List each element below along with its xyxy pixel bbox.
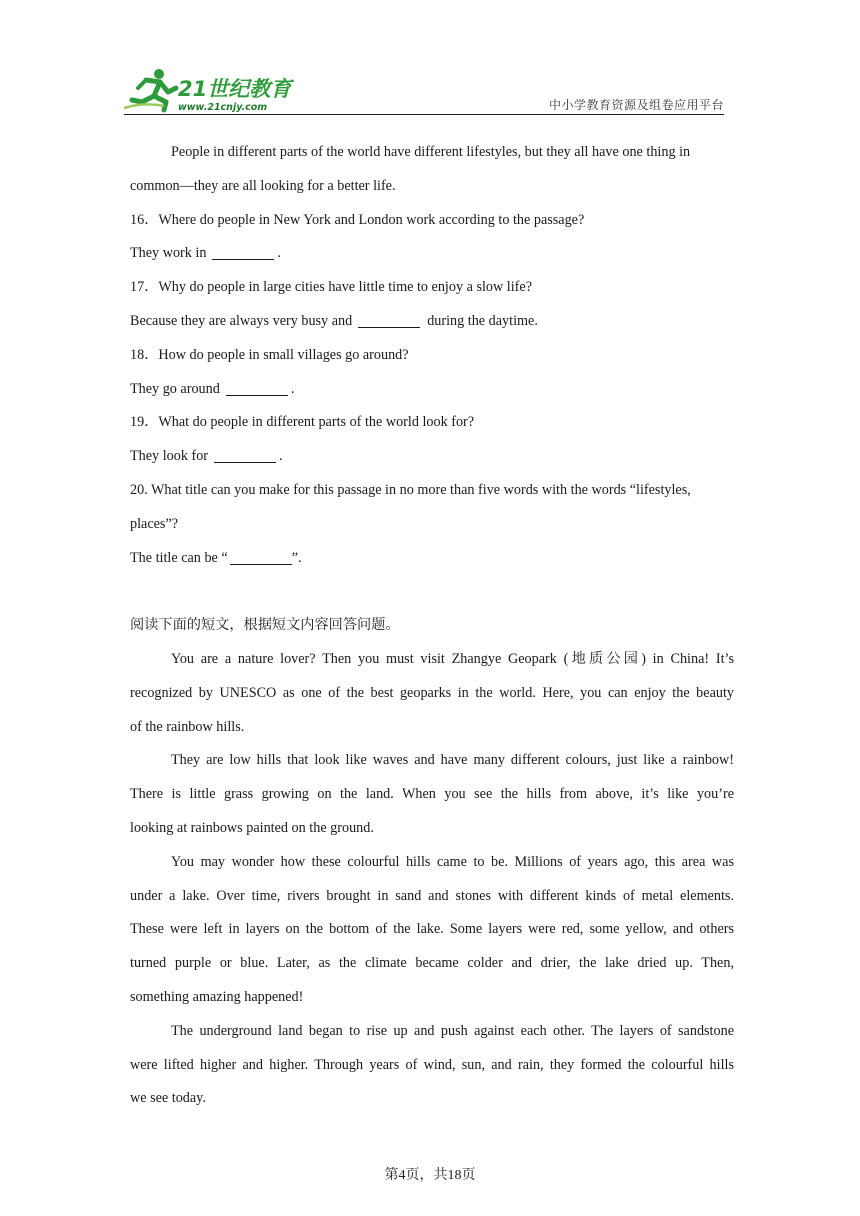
passage-line: They are low hills that look like waves and have many different colours, just like a rainbow! [171, 752, 734, 769]
answer-18 [130, 373, 734, 407]
passage-line: These were left in layers on the bottom of the lake. Some layers were red, some yellow, and others [130, 921, 734, 938]
passage-line: The underground land began to rise up and push against each other. The layers of sandstone [171, 1022, 734, 1039]
runner-logo-icon [124, 66, 294, 114]
svg-text:www.21cnjy.com: www.21cnjy.com [178, 102, 268, 113]
answer-19 [130, 440, 734, 474]
passage-line: You are a nature lover? Then you must visit Zhangye Geopark (地质公园) in China! It’s [171, 650, 734, 667]
answer-prefix: They look for [130, 448, 209, 465]
page-number: 第4页，共18页 [384, 1168, 476, 1183]
answer-blank[interactable] [212, 245, 274, 260]
logo [124, 66, 294, 114]
section-spacer [130, 575, 734, 609]
answer-16 [130, 237, 734, 271]
answer-prefix: They go around [130, 380, 220, 397]
platform-name: 中小学教育资源及组卷应用平台 [548, 98, 724, 112]
answer-blank[interactable] [214, 448, 276, 463]
answer-17 [130, 305, 734, 339]
answer-blank[interactable] [230, 550, 292, 565]
passage-line: People in different parts of the world have different lifestyles, but they all have one thing in [171, 144, 691, 160]
document-body [130, 136, 734, 1116]
answer-prefix: They work in [130, 245, 207, 262]
answer-blank[interactable] [226, 381, 288, 396]
passage-line: common—they are all looking for a better life. [130, 177, 396, 194]
question-19: 19．What do people in different parts of the world look for? [130, 414, 475, 431]
answer-suffix: during the daytime. [427, 312, 538, 329]
answer-suffix: ”. [291, 549, 302, 566]
answer-suffix: . [277, 245, 281, 262]
answer-blank[interactable] [358, 313, 420, 328]
header-divider [124, 114, 724, 115]
answer-prefix: Because they are always very busy and [130, 312, 353, 329]
question-20-line1: 20. What title can you make for this passage in no more than five words with the words “lifestyles, [130, 481, 691, 498]
answer-prefix: The title can be “ [130, 549, 228, 566]
answer-suffix: . [290, 380, 295, 397]
passage-line: recognized by UNESCO as one of the best geoparks in the world. Here, you can enjoy the beauty [130, 684, 734, 701]
passage-line: looking at rainbows painted on the ground. [130, 819, 374, 836]
passage-line: something amazing happened! [130, 988, 304, 1005]
question-20-line2: places”? [130, 515, 179, 532]
passage-line: There is little grass growing on the land. When you see the hills from above, it’s like you’re [130, 786, 734, 803]
svg-text:21世纪教育: 21世纪教育 [178, 77, 292, 101]
passage-line: You may wonder how these colourful hills came to be. Millions of years ago, this area was [171, 853, 734, 870]
passage-line: we see today. [130, 1090, 206, 1107]
question-16: 16．Where do people in New York and London work according to the passage? [130, 211, 585, 228]
question-17: 17．Why do people in large cities have little time to enjoy a slow life? [130, 279, 533, 296]
page-header [124, 66, 724, 118]
reading-instruction: 阅读下面的短文，根据短文内容回答问题。 [130, 617, 400, 634]
answer-20 [130, 542, 734, 576]
passage-line: were lifted higher and higher. Through years of wind, sun, and rain, they formed the colourful hills [130, 1056, 734, 1073]
answer-suffix: . [279, 448, 283, 465]
passage-line: turned purple or blue. Later, as the climate became colder and drier, the lake dried up. Then, [130, 955, 734, 972]
question-18: 18．How do people in small villages go around? [130, 346, 409, 363]
passage-line: under a lake. Over time, rivers brought in sand and stones with different kinds of metal elements. [130, 887, 734, 904]
passage-line: of the rainbow hills. [130, 718, 245, 735]
